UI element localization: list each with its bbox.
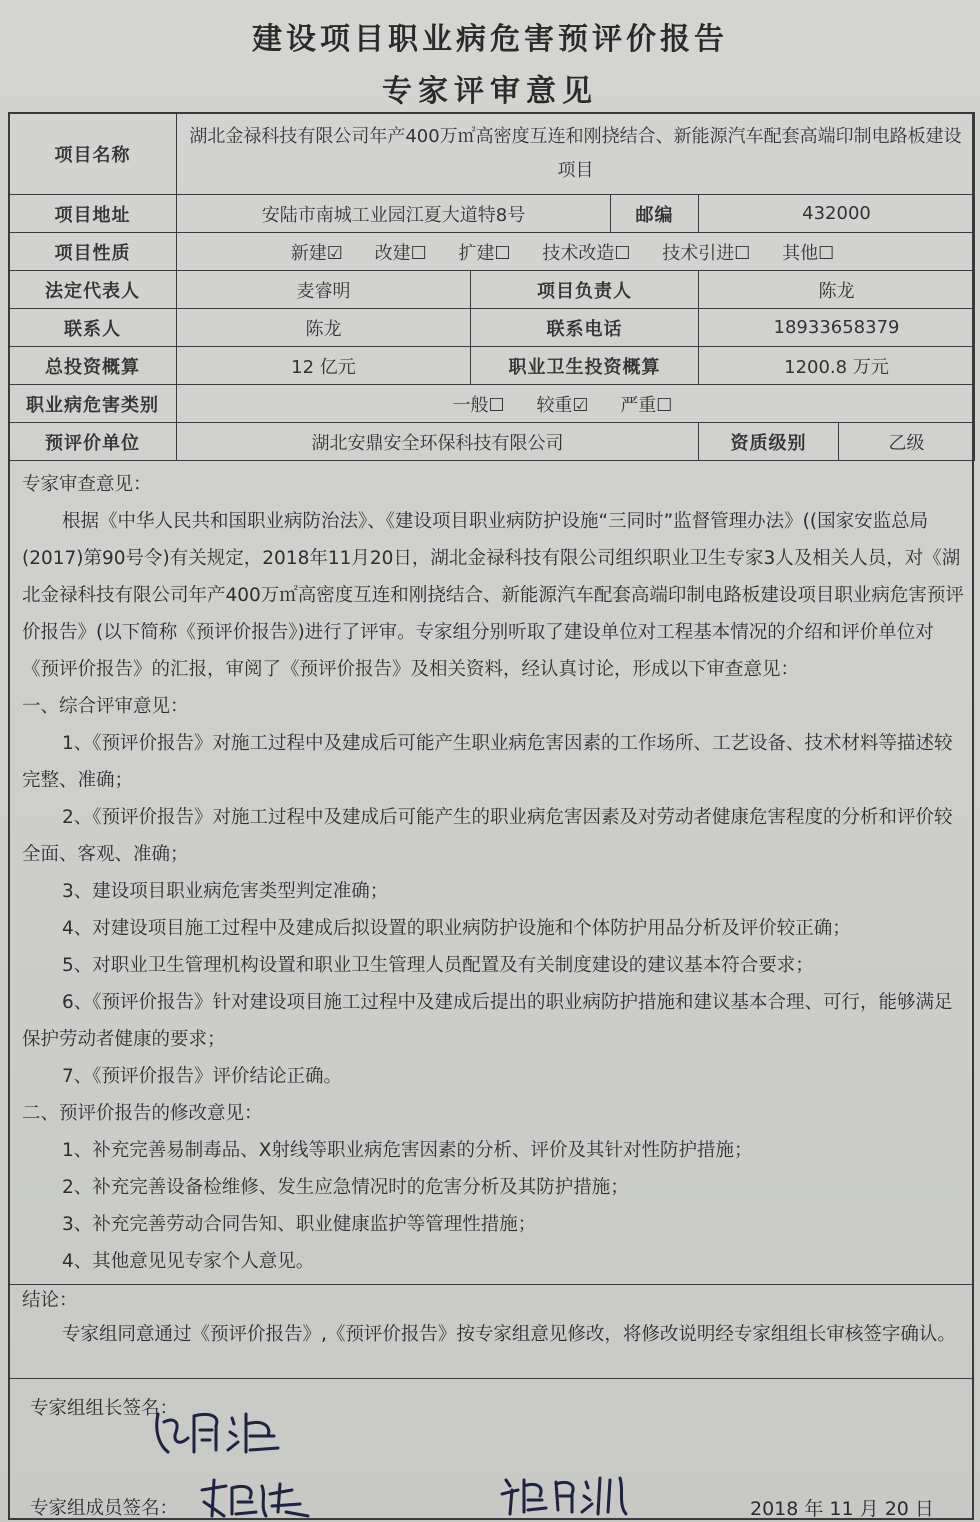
nature-option-new: 新建☑ xyxy=(290,242,343,264)
section2-item: 1、补充完善易制毒品、X射线等职业病危害因素的分析、评价及其针对性防护措施； xyxy=(62,1140,753,1161)
project-name-value: 湖北金禄科技有限公司年产400万㎡高密度互连和刚挠结合、新能源汽车配套高端印制电路板建设项目 xyxy=(177,113,975,195)
health-invest-label: 职业卫生投资概算 xyxy=(471,347,699,385)
section2-item: 2、补充完善设备检维修、发生应急情况时的危害分析及其防护措施； xyxy=(62,1177,629,1198)
address-label: 项目地址 xyxy=(9,195,177,233)
evaluator-label: 预评价单位 xyxy=(9,423,177,461)
nature-options xyxy=(177,233,975,271)
qualification-value: 乙级 xyxy=(839,423,975,461)
hazard-options xyxy=(177,385,975,423)
section2-title: 二、预评价报告的修改意见： xyxy=(22,1103,263,1124)
review-heading: 专家审查意见： xyxy=(22,474,152,495)
leader-signature-label: 专家组组长签名： xyxy=(30,1398,179,1419)
section1-item: 2、《预评价报告》对施工过程中及建成后可能产生的职业病危害因素及对劳动者健康危害程度的分析和评价较全面、客观、准确； xyxy=(22,807,953,865)
section1-item: 7、《预评价报告》评价结论正确。 xyxy=(62,1066,343,1087)
legal-rep-value: 麦睿明 xyxy=(177,271,471,309)
member-signature-1 xyxy=(196,1476,316,1522)
conclusion-text: 专家组同意通过《预评价报告》,《预评价报告》按专家组意见修改，将修改说明经专家组组长审核签字确认。 xyxy=(62,1324,956,1345)
review-intro: 根据《中华人民共和国职业病防治法》、《建设项目职业病防护设施“三同时”监督管理办法》((国家安监总局(2017)第90号令)有关规定，2018年11月20日，湖北金禄科技有限公司组织职业卫生专家3人及相关人员，对《湖北金禄科技有限公司年产400万㎡高密度互连和刚挠结合、新能源汽车配套高端印制电路板建设项目职业病危害预评价报告》(以下简称《预评价报告》)进行了评审。专家组分别听取了建设单位对工程基本情况的介绍和评价单位对《预评价报告》的汇报，审阅了《预评价报告》及相关资料，经认真讨论，形成以下审查意见： xyxy=(22,511,964,680)
section1-item: 3、建设项目职业病危害类型判定准确； xyxy=(62,881,389,902)
postcode-label: 邮编 xyxy=(611,195,699,233)
nature-option-tech-import: 技术引进☐ xyxy=(662,242,751,264)
hazard-option-general: 一般☐ xyxy=(452,394,505,416)
members-signature-label: 专家组成员签名： xyxy=(30,1498,179,1519)
phone-label: 联系电话 xyxy=(471,309,699,347)
total-invest-value: 12 亿元 xyxy=(177,347,471,385)
project-lead-label: 项目负责人 xyxy=(471,271,699,309)
contact-value: 陈龙 xyxy=(177,309,471,347)
hazard-option-serious: 较重☑ xyxy=(536,394,589,416)
nature-option-rebuild: 改建☐ xyxy=(374,242,427,264)
nature-option-expand: 扩建☐ xyxy=(458,242,511,264)
qualification-label: 资质级别 xyxy=(699,423,839,461)
report-subtitle: 专家评审意见 xyxy=(382,74,598,109)
phone-value: 18933658379 xyxy=(699,309,975,347)
nature-option-other: 其他☐ xyxy=(782,242,835,264)
signature-divider xyxy=(8,1378,974,1379)
review-body xyxy=(22,466,964,1280)
leader-signature xyxy=(150,1402,290,1462)
project-info-table xyxy=(8,112,975,461)
evaluator-value: 湖北安鼎安全环保科技有限公司 xyxy=(177,423,699,461)
section1-item: 5、对职业卫生管理机构设置和职业卫生管理人员配置及有关制度建设的建议基本符合要求； xyxy=(62,955,814,976)
section1-item: 6、《预评价报告》针对建设项目施工过程中及建成后提出的职业病防护措施和建议基本合理、可行，能够满足保护劳动者健康的要求； xyxy=(22,992,953,1050)
project-name-label: 项目名称 xyxy=(9,113,177,195)
health-invest-value: 1200.8 万元 xyxy=(699,347,975,385)
hazard-label: 职业病危害类别 xyxy=(9,385,177,423)
contact-label: 联系人 xyxy=(9,309,177,347)
section2-item: 4、其他意见见专家个人意见。 xyxy=(62,1251,315,1272)
project-lead-value: 陈龙 xyxy=(699,271,975,309)
conclusion-heading: 结论： xyxy=(22,1290,78,1311)
signature-date: 2018 年 11 月 20 日 xyxy=(750,1498,934,1520)
address-value: 安陆市南城工业园江夏大道特8号 xyxy=(177,195,611,233)
section1-title: 一、综合评审意见： xyxy=(22,696,189,717)
member-signature-2 xyxy=(498,1470,638,1520)
report-title: 建设项目职业病危害预评价报告 xyxy=(252,22,728,57)
hazard-option-severe: 严重☐ xyxy=(620,394,673,416)
conclusion-block xyxy=(22,1284,964,1352)
total-invest-label: 总投资概算 xyxy=(9,347,177,385)
section2-item: 3、补充完善劳动合同告知、职业健康监护等管理性措施； xyxy=(62,1214,537,1235)
nature-label: 项目性质 xyxy=(9,233,177,271)
nature-option-tech-upgrade: 技术改造☐ xyxy=(542,242,631,264)
postcode-value: 432000 xyxy=(699,195,975,233)
section1-item: 4、对建设项目施工过程中及建成后拟设置的职业病防护设施和个体防护用品分析及评价较正确； xyxy=(62,918,851,939)
section1-item: 1、《预评价报告》对施工过程中及建成后可能产生职业病危害因素的工作场所、工艺设备、技术材料等描述较完整、准确； xyxy=(22,733,953,791)
legal-rep-label: 法定代表人 xyxy=(9,271,177,309)
